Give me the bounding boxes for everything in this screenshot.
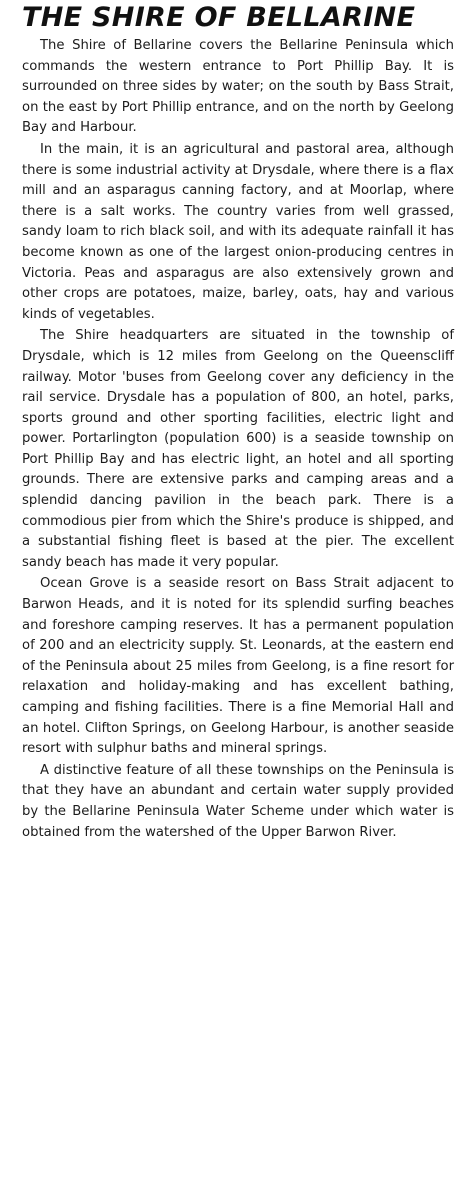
article-paragraph-agriculture: In the main, it is an agricultural and pastoral area, although there is some industrial activity at Drysdale, where there is a flax mill and an asparagus canning factory, and at Moorlap, where there is a salt works. The country varies from well grassed, sandy loam to rich black soil, and with its adequate rainfall it has become known as one of the largest onion-producing centres in Victoria. Peas and asparagus are also extensively grown and other crops are potatoes, maize, barley, oats, hay and various kinds of vegetables. [22, 141, 454, 322]
article-paragraph-water-supply: A distinctive feature of all these townships on the Peninsula is that they have an abundant and certain water supply provided by the Bellarine Peninsula Water Scheme under which water is obtained from the watershed of the Upper Barwon River. [22, 762, 454, 840]
article-page [22, 0, 454, 1200]
article-title: THE SHIRE OF BELLARINE [22, 2, 416, 33]
article-paragraph-headquarters: The Shire headquarters are situated in the township of Drysdale, which is 12 miles from Geelong on the Queenscliff railway. Motor 'buses from Geelong cover any deficiency in the rail service. Drysdale has a population of 800, an hotel, parks, sports ground and other sporting facilities, electric light and power. Portarlington (population 600) is a seaside township on Port Phillip Bay and has electric light, an hotel and all sporting grounds. There are extensive parks and camping areas and a splendid dancing pavilion in the beach park. There is a commodious pier from which the Shire's produce is shipped, and a substantial fishing fleet is based at the pier. The excellent sandy beach has made it very popular. [22, 328, 454, 570]
article-paragraph-overview: The Shire of Bellarine covers the Bellarine Peninsula which commands the western entrance to Port Phillip Bay. It is surrounded on three sides by water; on the south by Bass Strait, on the east by Port Phillip entrance, and on the north by Geelong Bay and Harbour. [22, 38, 454, 136]
article-paragraph-resorts: Ocean Grove is a seaside resort on Bass Strait adjacent to Barwon Heads, and it is noted for its splendid surfing beaches and foreshore camping reserves. It has a permanent population of 200 and an electricity supply. St. Leonards, at the eastern end of the Peninsula about 25 miles from Geelong, is a fine resort for relaxation and holiday-making and has excellent bathing, camping and fishing facilities. There is a fine Memorial Hall and an hotel. Clifton Springs, on Geelong Harbour, is another seaside resort with sulphur baths and mineral springs. [22, 576, 454, 757]
